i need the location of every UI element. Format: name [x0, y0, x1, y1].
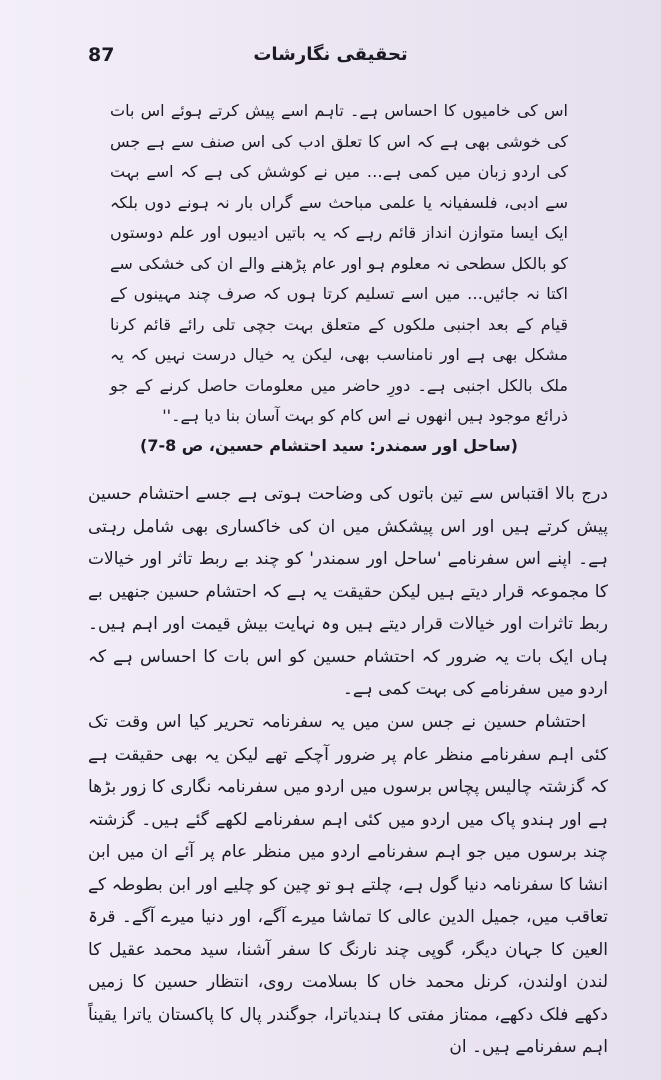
- paragraph-text: احتشام حسین نے جس سن میں یہ سفرنامہ تحریر کیا اس وقت تک کئی اہم سفرنامے منظر عام پر ضرور آچکے تھے لیکن یہ بھی حقیقت ہے کہ گزشتہ چالیس پچاس برسوں میں اردو میں سفرنامہ نگاری کا زور بڑھا ہے اور ہندو پاک میں اردو میں کئی اہم سفرنامے لکھے گئے ہیں۔ گزشتہ چند برسوں میں جو اہم سفرنامے اردو میں منظر عام پر آئے ان میں ابن انشا کا سفرنامہ دنیا گول ہے، چلتے ہو تو چین کو چلیے اور ابن بطوطہ کے تعاقب میں، جمیل الدین عالی کا تماشا میرے آگے، اور دنیا میرے آگے۔ قرۃ العین کا جہان دیگر، گوپی چند نارنگ کا سفر آشنا، سید محمد عقیل کا لندن اولندن، کرنل محمد خاں کا بسلامت روی، انتظار حسین کا زمیں دکھے فلک دکھے، ممتاز مفتی کا ہندیاترا، جوگندر پال کا پاکستان یاترا یقیناً اہم سفرنامے ہیں۔ ان: [88, 712, 608, 1057]
- quote-text: اس کی خامیوں کا احساس ہے۔ تاہم اسے پیش کرتے ہوئے اس بات کی خوشی بھی ہے کہ اس کا تعلق ادب کی اس صنف سے ہے جس کی اردو زبان میں کمی ہے… میں نے کوشش کی ہے کہ اسے بہت سے ادبی، فلسفیانہ یا علمی مباحث سے گراں بار نہ ہونے دوں بلکہ ایک ایسا متوازن انداز قائم رہے کہ یہ باتیں ادیبوں اور علم دوستوں کو بالکل سطحی نہ معلوم ہو اور عام پڑھنے والے ان کی خشکی سے اکتا نہ جائیں… میں اسے تسلیم کرتا ہوں کہ صرف چند مہینوں کے قیام کے بعد اجنبی ملکوں کے متعلق بہت جچی تلی رائے قائم کرنا مشکل بھی ہے اور نامناسب بھی، لیکن یہ خیال درست نہیں کہ یہ ملک بالکل اجنبی ہے۔ دورِ حاضر میں معلومات حاصل کرنے کے جو ذرائع موجود ہیں انھوں نے اس کام کو بہت آسان بنا دیا ہے۔'': [110, 101, 568, 425]
- body-paragraph: [88, 478, 608, 706]
- block-quote: [110, 96, 568, 432]
- page-number: 87: [88, 44, 115, 66]
- quote-citation: (ساحل اور سمندر: سید احتشام حسین، ص 8-7): [140, 436, 518, 455]
- body-paragraph: [88, 706, 608, 1064]
- paragraph-text: درج بالا اقتباس سے تین باتوں کی وضاحت ہوتی ہے جسے احتشام حسین پیش کرتے ہیں اور اس پیشکش میں ان کی خاکساری بھی شامل رہتی ہے۔ اپنے اس سفرنامے 'ساحل اور سمندر' کو چند بے ربط تاثر اور خیالات کا مجموعہ قرار دیتے ہیں لیکن حقیقت یہ ہے کہ احتشام حسین جنھیں بے ربط تاثرات اور خیالات قرار دیتے ہیں وہ نہایت بیش قیمت اور اہم ہیں۔ ہاں ایک بات یہ ضرور کہ احتشام حسین کو اس بات کا احساس ہے کہ اردو میں سفرنامے کی بہت کمی ہے۔: [88, 484, 608, 699]
- running-title: تحقیقی نگارشات: [253, 44, 408, 65]
